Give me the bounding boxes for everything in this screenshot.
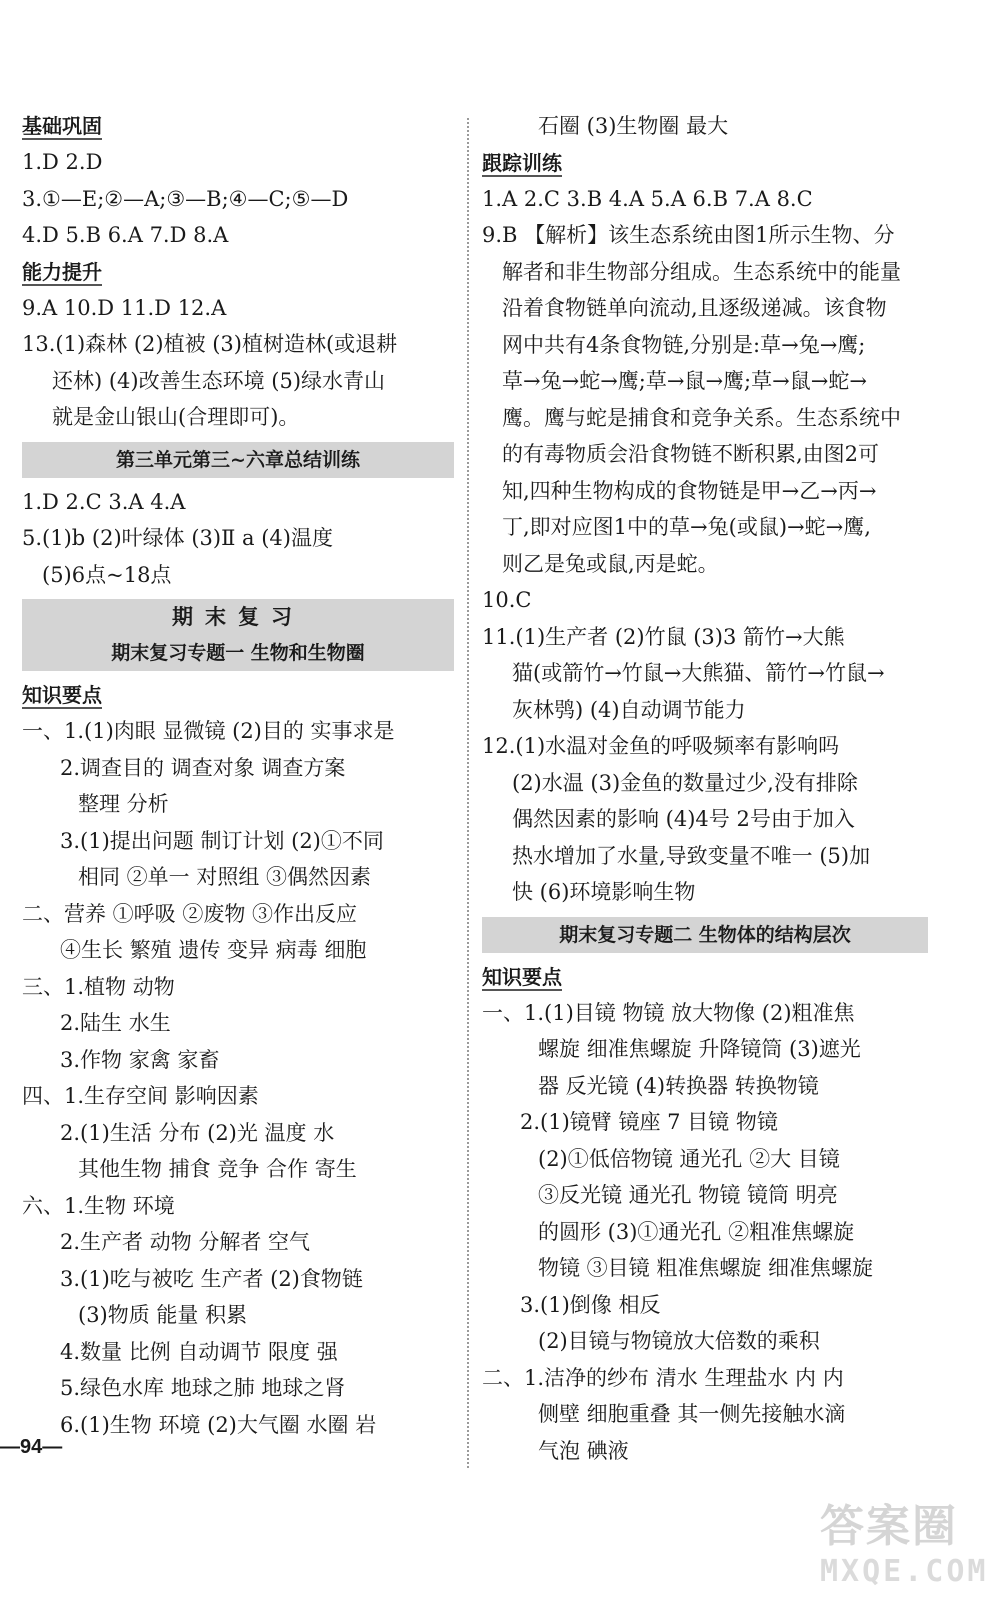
answer-line: 三、1.植物 动物 (22, 974, 175, 999)
column-divider (467, 118, 469, 1468)
answer-line: 3.(1)倒像 相反 (520, 1292, 661, 1317)
answer-line: 2.陆生 水生 (60, 1011, 171, 1035)
answer-line: (2)①低倍物镜 通光孔 ②大 目镜 (538, 1146, 840, 1171)
answer-line: (5)6点~18点 (42, 562, 172, 587)
answer-line: 物镜 ③目镜 粗准焦螺旋 细准焦螺旋 (538, 1256, 874, 1280)
answer-line: 2.(1)生活 分布 (2)光 温度 水 (60, 1120, 335, 1145)
review-banner: 期末复习 (22, 599, 454, 635)
answer-line: 其他生物 捕食 竞争 合作 寄生 (78, 1157, 357, 1181)
answer-line: 13.(1)森林 (2)植被 (3)植树造林(或退耕 (22, 332, 398, 356)
answer-line: 沿着食物链单向流动,且逐级递减。该食物 (502, 296, 887, 320)
answer-line: 就是金山银山(合理即可)。 (52, 405, 300, 429)
answer-line: 的有毒物质会沿食物链不断积累,由图2可 (502, 442, 880, 466)
chapter-banner: 第三单元第三~六章总结训练 (22, 442, 454, 478)
watermark-text: 答案圈 (820, 1501, 958, 1552)
answer-line: 2.(1)镜臂 镜座 7 目镜 物镜 (520, 1110, 778, 1134)
answer-line: 1.A 2.C 3.B 4.A 5.A 6.B 7.A 8.C (482, 186, 813, 211)
answer-line: 3.(1)吃与被吃 生产者 (2)食物链 (60, 1266, 363, 1291)
answer-line: 则乙是兔或鼠,丙是蛇。 (502, 551, 719, 576)
answer-line: 器 反光镜 (4)转换器 转换物镜 (538, 1073, 819, 1098)
answer-line: 2.调查目的 调查对象 调查方案 (60, 755, 346, 780)
answer-line: 6.(1)生物 环境 (2)大气圈 水圈 岩 (60, 1412, 377, 1437)
answer-line: 一、1.(1)肉眼 显微镜 (2)目的 实事求是 (22, 719, 395, 743)
answer-line: 侧壁 细胞重叠 其一侧先接触水滴 (538, 1402, 846, 1426)
answer-line: 4.数量 比例 自动调节 限度 强 (60, 1339, 338, 1364)
answer-line: (2)目镜与物镜放大倍数的乘积 (538, 1329, 820, 1353)
answer-line: 知,四种生物构成的食物链是甲→乙→丙→ (502, 478, 877, 503)
answer-line: 网中共有4条食物链,分别是:草→兔→鹰; (502, 332, 866, 357)
answer-line: 1.D 2.D (22, 150, 103, 174)
answer-line: 12.(1)水温对金鱼的呼吸频率有影响吗 (482, 734, 840, 758)
answer-line: 5.绿色水库 地球之肺 地球之肾 (60, 1376, 346, 1400)
answer-line: 9.B 【解析】该生态系统由图1所示生物、分 (482, 223, 895, 247)
page-number: —94— (0, 1436, 63, 1458)
answer-line: 解者和非生物部分组成。生态系统中的能量 (502, 259, 901, 284)
answer-line: 还林) (4)改善生态环境 (5)绿水青山 (52, 368, 386, 393)
answer-line: 快 (6)环境影响生物 (512, 880, 696, 904)
answer-line: 5.(1)b (2)叶绿体 (3)Ⅱ a (4)温度 (22, 526, 333, 550)
answer-line: ③反光镜 通光孔 物镜 镜筒 明亮 (538, 1183, 838, 1207)
answer-line: (2)水温 (3)金鱼的数量过少,没有排除 (512, 770, 858, 795)
answer-line: 2.生产者 动物 分解者 空气 (60, 1230, 311, 1254)
section-label: 能力提升 (22, 259, 102, 284)
answer-line: 的圆形 (3)①通光孔 ②粗准焦螺旋 (538, 1219, 855, 1244)
answer-line: 4.D 5.B 6.A 7.D 8.A (22, 223, 229, 247)
answer-line: 3.(1)提出问题 制订计划 (2)①不同 (60, 828, 384, 853)
section-label: 知识要点 (482, 964, 562, 989)
section-label: 基础巩固 (22, 114, 102, 138)
answer-line: 鹰。鹰与蛇是捕食和竞争关系。生态系统中 (502, 405, 901, 430)
topic-banner: 期末复习专题一 生物和生物圈 (22, 635, 454, 671)
answer-line: 螺旋 细准焦螺旋 升降镜筒 (3)遮光 (538, 1037, 861, 1061)
watermark-logo (820, 1490, 990, 1589)
topic-banner: 期末复习专题二 生物体的结构层次 (482, 917, 928, 953)
answer-line: 一、1.(1)目镜 物镜 放大物像 (2)粗准焦 (482, 1000, 855, 1025)
section-label: 知识要点 (22, 683, 102, 707)
answer-line: 整理 分析 (78, 792, 169, 816)
answer-line: 3.作物 家禽 家畜 (60, 1047, 220, 1072)
answer-line: 丁,即对应图1中的草→兔(或鼠)→蛇→鹰, (502, 515, 871, 539)
answer-line: 灰林鸮) (4)自动调节能力 (512, 697, 746, 722)
answer-line: 二、1.洁净的纱布 清水 生理盐水 内 内 (482, 1365, 844, 1390)
answer-line: 四、1.生存空间 影响因素 (22, 1084, 259, 1108)
answer-line: 六、1.生物 环境 (22, 1193, 175, 1218)
answer-line: 草→兔→蛇→鹰;草→鼠→鹰;草→鼠→蛇→ (502, 369, 867, 393)
answer-line: 气泡 碘液 (538, 1438, 629, 1463)
right-column (482, 108, 928, 1469)
answer-line: 1.D 2.C 3.A 4.A (22, 489, 186, 514)
answer-line: 二、营养 ①呼吸 ②废物 ③作出反应 (22, 901, 358, 926)
answer-line: 热水增加了水量,导致变量不唯一 (5)加 (512, 843, 871, 868)
answer-line: ④生长 繁殖 遗传 变异 病毒 细胞 (60, 938, 367, 962)
answer-line: 11.(1)生产者 (2)竹鼠 (3)3 箭竹→大熊 (482, 624, 845, 649)
watermark-url: MXQE.COM (820, 1554, 989, 1589)
answer-line: 10.C (482, 588, 532, 612)
left-column (22, 108, 454, 1443)
answer-line: 偶然因素的影响 (4)4号 2号由于加入 (512, 807, 855, 831)
answer-line: 9.A 10.D 11.D 12.A (22, 295, 227, 320)
section-label: 跟踪训练 (482, 150, 562, 175)
answer-line: 3.①—E;②—A;③—B;④—C;⑤—D (22, 186, 349, 211)
answer-line: 相同 ②单一 对照组 ③偶然因素 (78, 865, 372, 889)
answer-line: 石圈 (3)生物圈 最大 (538, 114, 729, 138)
answer-line: (3)物质 能量 积累 (78, 1303, 248, 1327)
answer-line: 猫(或箭竹→竹鼠→大熊猫、箭竹→竹鼠→ (512, 661, 885, 685)
